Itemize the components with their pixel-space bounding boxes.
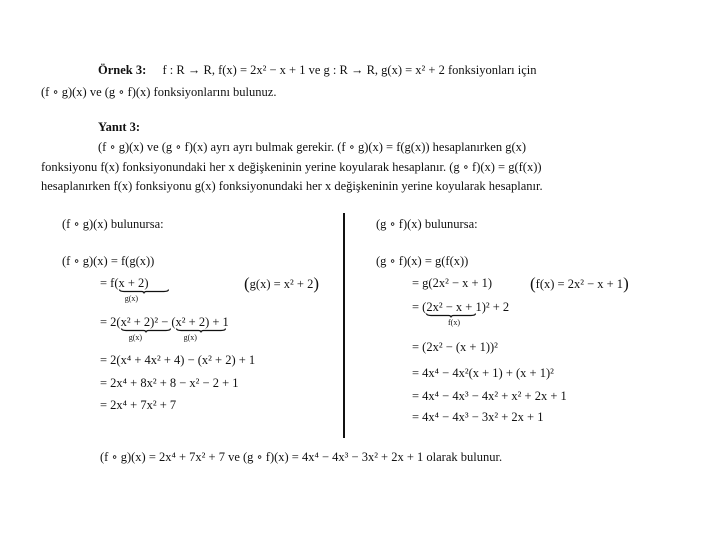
example-title: Örnek 3: [98,63,147,77]
right-step-5: = 4x⁴ − 4x²(x + 1) + (x + 1)² [412,366,554,380]
right-step-2-side: (f(x) = 2x² − x + 1) [530,274,629,293]
left-step-6: = 2x⁴ + 7x² + 7 [100,398,177,412]
example-line-2: (f ∘ g)(x) ve (g ∘ f)(x) fonksiyonlarını bulunuz. [41,85,277,99]
underbrace-g-x-2: x² + 2 g(x) [176,315,206,330]
right-step-7: = 4x⁴ − 4x³ − 3x² + 2x + 1 [412,410,544,424]
example-line-1: f : R → R, f(x) = 2x² − x + 1 ve g : R → R, g(x) = x² + 2 fonksiyonları için [162,63,537,77]
left-step-4: = 2(x⁴ + 4x² + 4) − (x² + 2) + 1 [100,353,256,367]
example-statement [98,63,536,78]
left-step-5: = 2x⁴ + 8x² + 8 − x² − 2 + 1 [100,376,239,390]
left-step-1: (f ∘ g)(x) = f(g(x)) [62,254,155,268]
answer-title: Yanıt 3: [98,120,141,134]
underbrace-g-x: x + 2 g(x) [119,276,145,291]
left-heading: (f ∘ g)(x) bulunursa: [62,217,164,231]
conclusion: (f ∘ g)(x) = 2x⁴ + 7x² + 7 ve (g ∘ f)(x) = 4x⁴ − 4x³ − 3x² + 2x + 1 olarak bulunur. [100,450,503,464]
right-step-2: = g(2x² − x + 1) [412,276,493,290]
answer-line-1: (f ∘ g)(x) ve (g ∘ f)(x) ayrı ayrı bulmak gerekir. (f ∘ g)(x) = f(g(x)) hesaplanırken g(x) [98,140,527,154]
left-step-2: = f(x + 2 g(x) ) [100,276,148,291]
answer-line-3: hesaplanırken f(x) fonksiyonu g(x) fonksiyonundaki her x değişkeninin yerine koyularak hesaplanır. [41,179,543,193]
answer-line-2: fonksiyonu f(x) fonksiyonundaki her x değişkeninin yerine koyularak hesaplanır. (g ∘ f)(x) = g(f(x)) [41,160,542,174]
underbrace-f-x: 2x² − x + 1 f(x) [426,300,482,327]
right-heading: (g ∘ f)(x) bulunursa: [376,217,478,231]
right-step-6: = 4x⁴ − 4x³ − 4x² + x² + 2x + 1 [412,389,567,403]
right-step-3: = (2x² − x + 1 f(x) )² + 2 [412,300,510,327]
left-step-3: = 2(x² + 2 g(x) )² − (x² + 2 g(x) ) + 1 [100,315,229,342]
right-step-1: (g ∘ f)(x) = g(f(x)) [376,254,469,268]
column-divider [343,213,345,438]
underbrace-g-x-1: x² + 2 g(x) [121,315,151,330]
left-step-2-side: (g(x) = x² + 2) [244,274,320,293]
right-step-4: = (2x² − (x + 1))² [412,340,498,354]
